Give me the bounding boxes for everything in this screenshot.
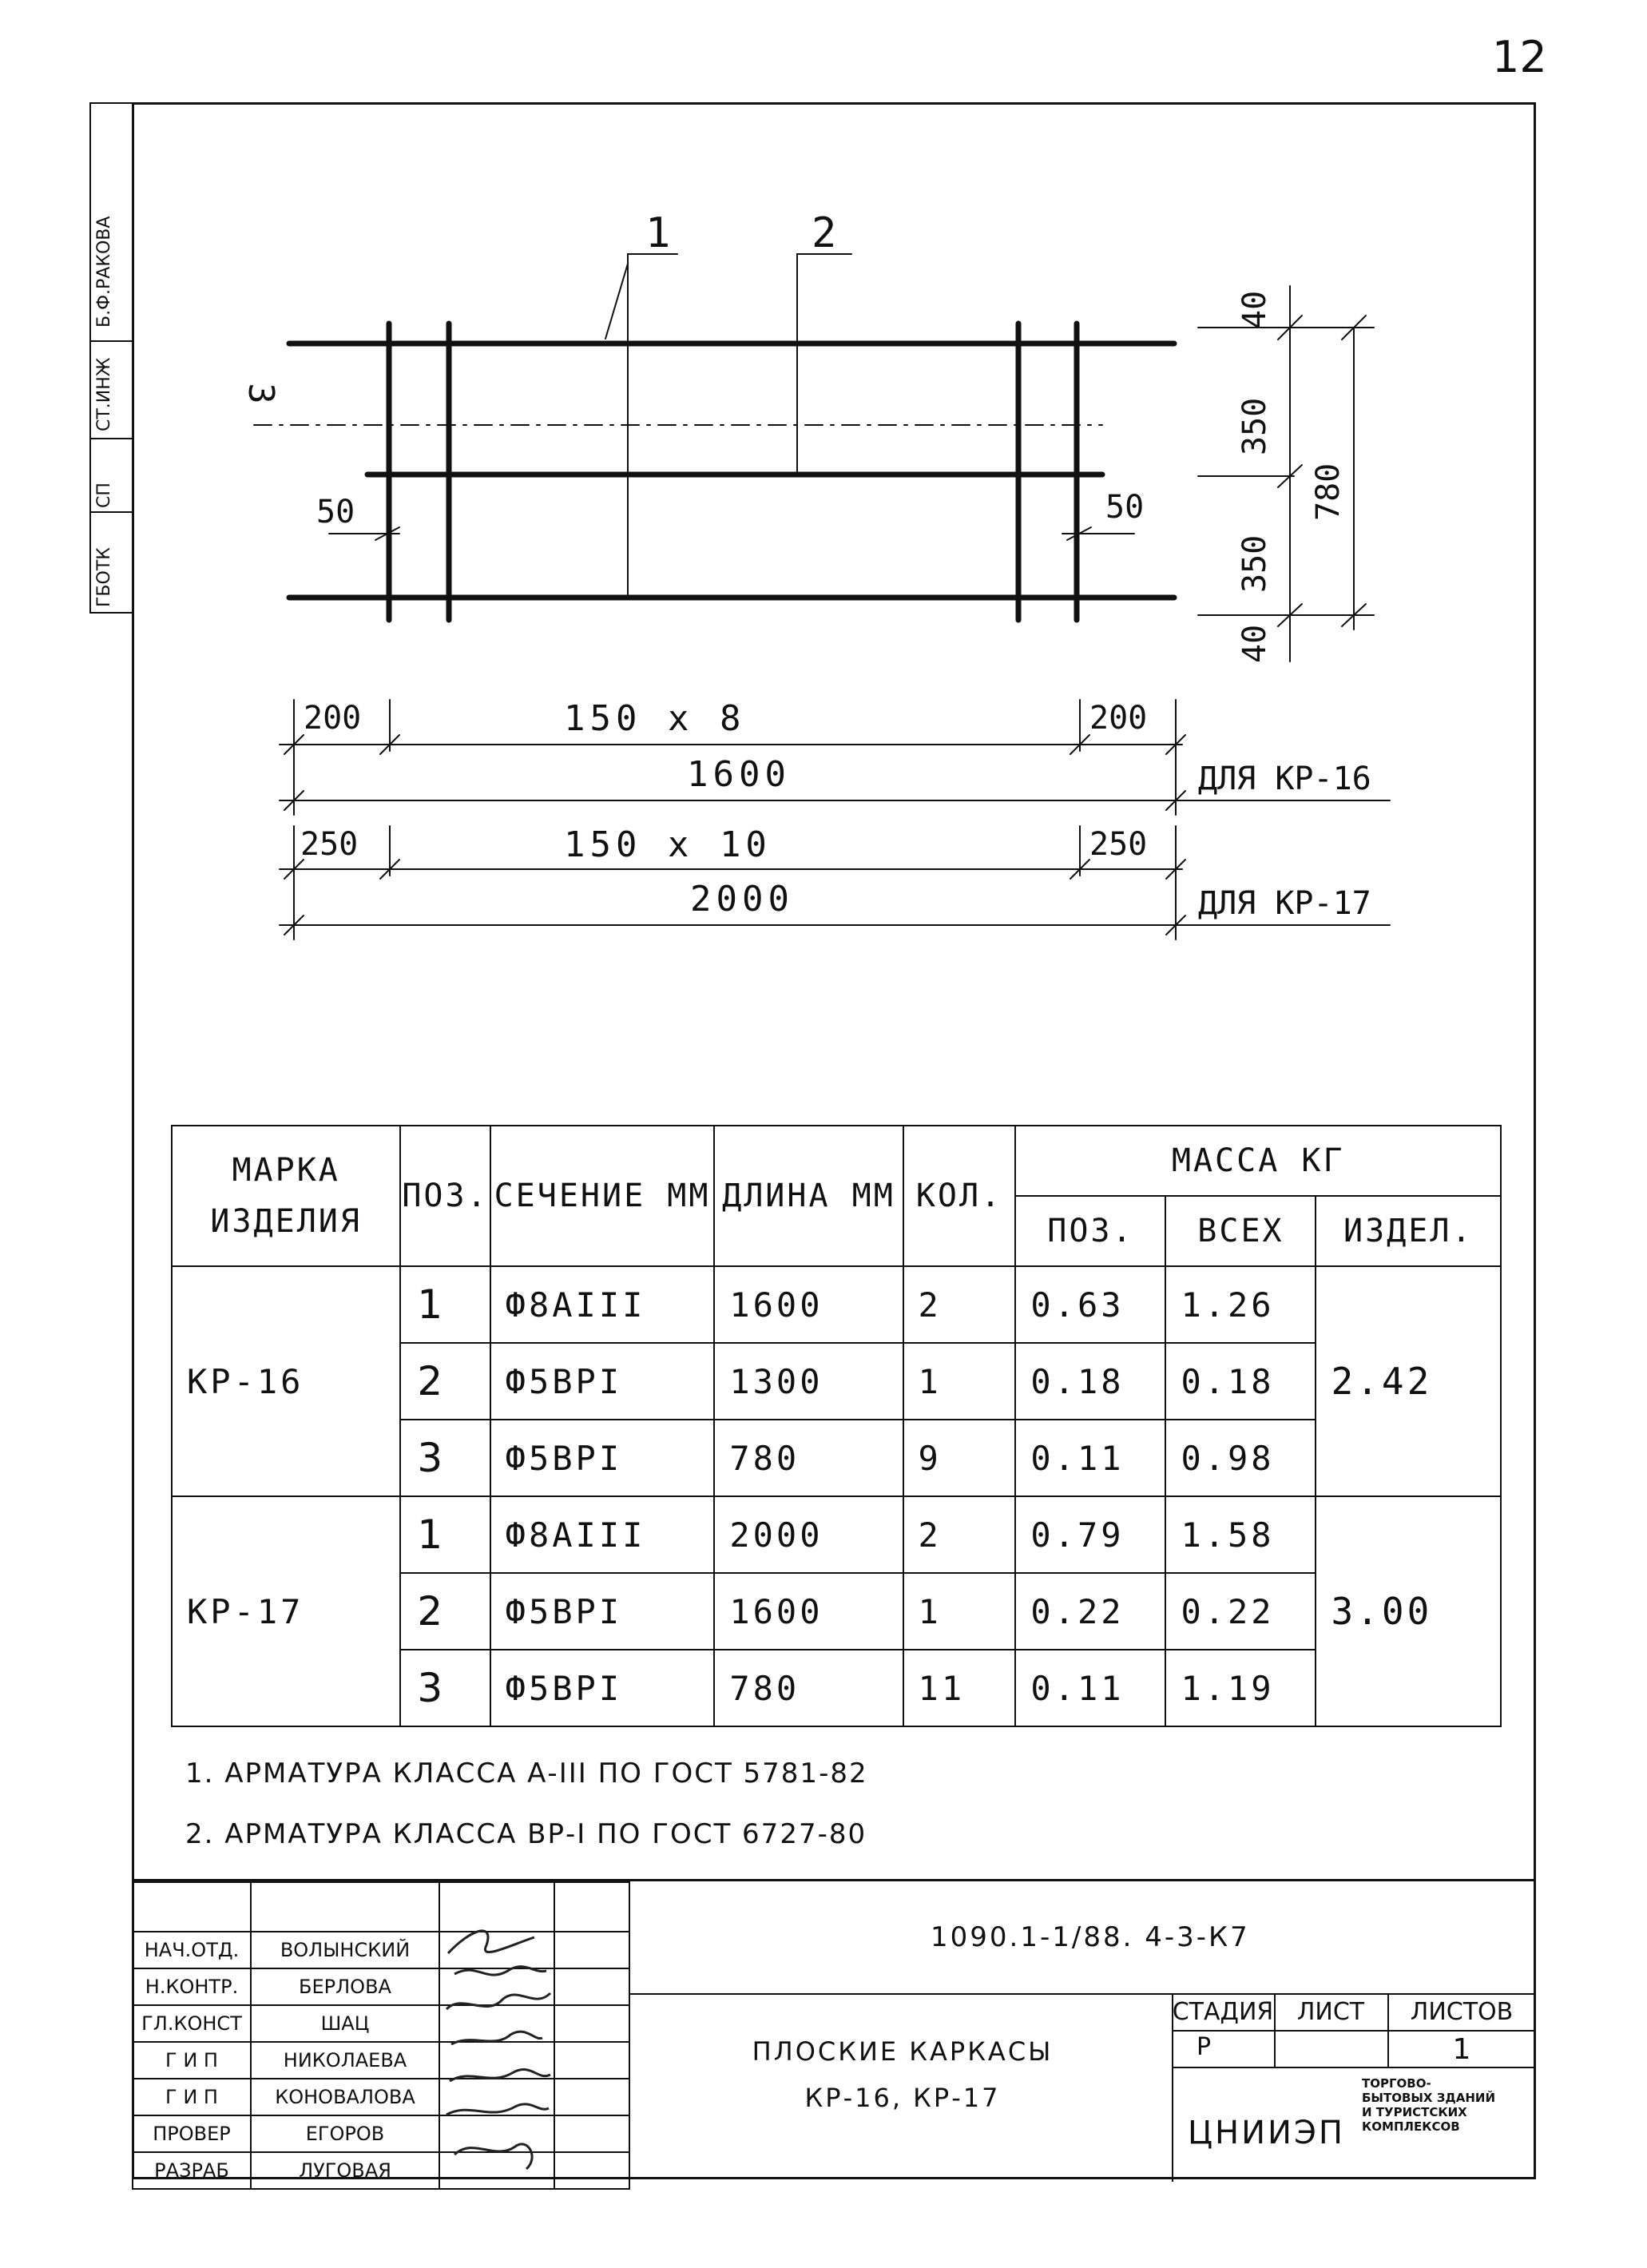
kp17-left-dim: 250 [300, 826, 359, 863]
header-mass-pos: ПОЗ. [1015, 1196, 1165, 1266]
cell-pos: 1 [400, 1496, 490, 1573]
document-code: 1090.1-1/88. 4-3-К7 [931, 1921, 1250, 1953]
drawing-title-line1: ПЛОСКИЕ КАРКАСЫ [752, 2036, 1054, 2067]
stage-value: Р [1196, 2033, 1212, 2061]
header-mark: МАРКА ИЗДЕЛИЯ [172, 1126, 400, 1266]
stage-label: СТАДИЯ [1172, 1998, 1274, 2026]
cell-pos: 3 [400, 1420, 490, 1496]
side-stamp-row3: СТ.ИНЖ [94, 357, 114, 431]
kp16-middle-dim: 150 x 8 [564, 698, 746, 739]
note-1: 1. АРМАТУРА КЛАССА А-III ПО ГОСТ 5781-82 [185, 1758, 868, 1789]
header-pos: ПОЗ. [400, 1126, 490, 1266]
cell-length: 780 [714, 1650, 903, 1726]
cell-section: Ф5ВРI [490, 1573, 715, 1650]
kp17-label: ДЛЯ КР-17 [1198, 885, 1371, 922]
side-stamp-row4: Б.Ф.РАКОВА [94, 216, 114, 328]
signer-name: ШАЦ [251, 2005, 439, 2042]
note-2: 2. АРМАТУРА КЛАССА ВР-I ПО ГОСТ 6727-80 [185, 1818, 867, 1850]
header-mass: МАССА КГ [1015, 1126, 1501, 1196]
sheet-label: ЛИСТ [1296, 1998, 1365, 2026]
cell-mass-pos: 0.22 [1015, 1573, 1165, 1650]
cell-mass-pos: 0.11 [1015, 1420, 1165, 1496]
cell-length: 2000 [714, 1496, 903, 1573]
drawing-title-line2: КР-16, КР-17 [804, 2083, 1001, 2113]
cell-pos: 2 [400, 1573, 490, 1650]
signer-name: НИКОЛАЕВА [251, 2042, 439, 2079]
header-length: ДЛИНА ММ [714, 1126, 903, 1266]
cell-section: Ф5ВРI [490, 1650, 715, 1726]
cell-qty: 11 [903, 1650, 1016, 1726]
organization-name: ЦНИИЭП [1188, 2115, 1345, 2151]
callout-2-leader [797, 254, 851, 475]
header-mass-product: ИЗДЕЛ. [1316, 1196, 1501, 1266]
cell-length: 1600 [714, 1573, 903, 1650]
cell-length: 1600 [714, 1266, 903, 1343]
callout-1-label: 1 [645, 209, 676, 257]
cell-section: Ф8АIII [490, 1496, 715, 1573]
signer-role: РАЗРАБ [133, 2152, 251, 2189]
cell-mass-all: 1.19 [1165, 1650, 1316, 1726]
cell-section: Ф5ВРI [490, 1343, 715, 1420]
sheet-number: 12 [1492, 32, 1547, 82]
cell-qty: 2 [903, 1266, 1016, 1343]
kp17-right-dim: 250 [1089, 826, 1148, 863]
signer-role: Н.КОНТР. [133, 1968, 251, 2005]
end-offset-left: 50 [316, 494, 355, 530]
cell-pos: 1 [400, 1266, 490, 1343]
signer-name: ЕГОРОВ [251, 2115, 439, 2152]
signatures-drawing [439, 1897, 558, 2185]
cell-section: Ф5ВРI [490, 1420, 715, 1496]
kp16-right-dim: 200 [1089, 700, 1148, 737]
kp16-left-dim: 200 [304, 700, 362, 737]
kp17-middle-dim: 150 x 10 [564, 824, 772, 865]
organization-subtitle: ТОРГОВО- БЫТОВЫХ ЗДАНИЙ И ТУРИСТСКИХ КОМПЛЕКСОВ [1362, 2076, 1496, 2134]
cell-qty: 2 [903, 1496, 1016, 1573]
table-row [172, 1266, 1501, 1343]
cell-qty: 1 [903, 1573, 1016, 1650]
cell-product-mass: 3.00 [1316, 1496, 1501, 1726]
cell-length: 780 [714, 1420, 903, 1496]
product-mark: КР-16 [172, 1266, 400, 1496]
cell-mass-pos: 0.63 [1015, 1266, 1165, 1343]
cell-mass-all: 1.26 [1165, 1266, 1316, 1343]
signer-name: ВОЛЫНСКИЙ [251, 1932, 439, 1968]
specification-table [171, 1125, 1502, 1727]
header-section: СЕЧЕНИЕ ММ [490, 1126, 715, 1266]
cell-mass-all: 0.18 [1165, 1343, 1316, 1420]
kp17-total-dim: 2000 [690, 879, 794, 920]
signer-role: Г И П [133, 2079, 251, 2115]
cell-mass-all: 0.98 [1165, 1420, 1316, 1496]
side-stamp-row1: ГБОТК [94, 547, 114, 607]
product-mark: КР-17 [172, 1496, 400, 1726]
header-mass-all: ВСЕХ [1165, 1196, 1316, 1266]
cell-section: Ф8АIII [490, 1266, 715, 1343]
cell-qty: 9 [903, 1420, 1016, 1496]
kp16-total-dim: 1600 [687, 754, 791, 795]
sheets-value: 1 [1452, 2033, 1471, 2066]
end-offset-right: 50 [1105, 489, 1145, 526]
height-lower: 350 [1236, 534, 1273, 593]
signer-name: ЛУГОВАЯ [251, 2152, 439, 2189]
signer-role: ГЛ.КОНСТ [133, 2005, 251, 2042]
signer-role: ПРОВЕР [133, 2115, 251, 2152]
drawing-title [739, 2028, 1066, 2121]
cell-mass-all: 0.22 [1165, 1573, 1316, 1650]
signer-role: Г И П [133, 2042, 251, 2079]
cell-mass-pos: 0.79 [1015, 1496, 1165, 1573]
callout-3-label: 3 [240, 383, 281, 409]
kp16-label: ДЛЯ КР-16 [1198, 761, 1371, 797]
cell-mass-pos: 0.18 [1015, 1343, 1165, 1420]
height-bottom-cover: 40 [1236, 624, 1273, 663]
height-upper: 350 [1236, 397, 1273, 455]
table-row [172, 1496, 1501, 1573]
cell-qty: 1 [903, 1343, 1016, 1420]
height-top-cover: 40 [1236, 290, 1273, 329]
cell-pos: 2 [400, 1343, 490, 1420]
title-block [132, 1879, 1536, 2182]
height-total: 780 [1310, 463, 1347, 521]
signer-name: БЕРЛОВА [251, 1968, 439, 2005]
cell-mass-all: 1.58 [1165, 1496, 1316, 1573]
cell-product-mass: 2.42 [1316, 1266, 1501, 1496]
cell-length: 1300 [714, 1343, 903, 1420]
cell-mass-pos: 0.11 [1015, 1650, 1165, 1726]
callout-2-label: 2 [812, 209, 842, 257]
side-stamp-row2: СП [94, 483, 114, 508]
signer-name: КОНОВАЛОВА [251, 2079, 439, 2115]
sheets-label: ЛИСТОВ [1410, 1998, 1514, 2026]
cell-pos: 3 [400, 1650, 490, 1726]
header-qty: КОЛ. [903, 1126, 1016, 1266]
signer-role: НАЧ.ОТД. [133, 1932, 251, 1968]
